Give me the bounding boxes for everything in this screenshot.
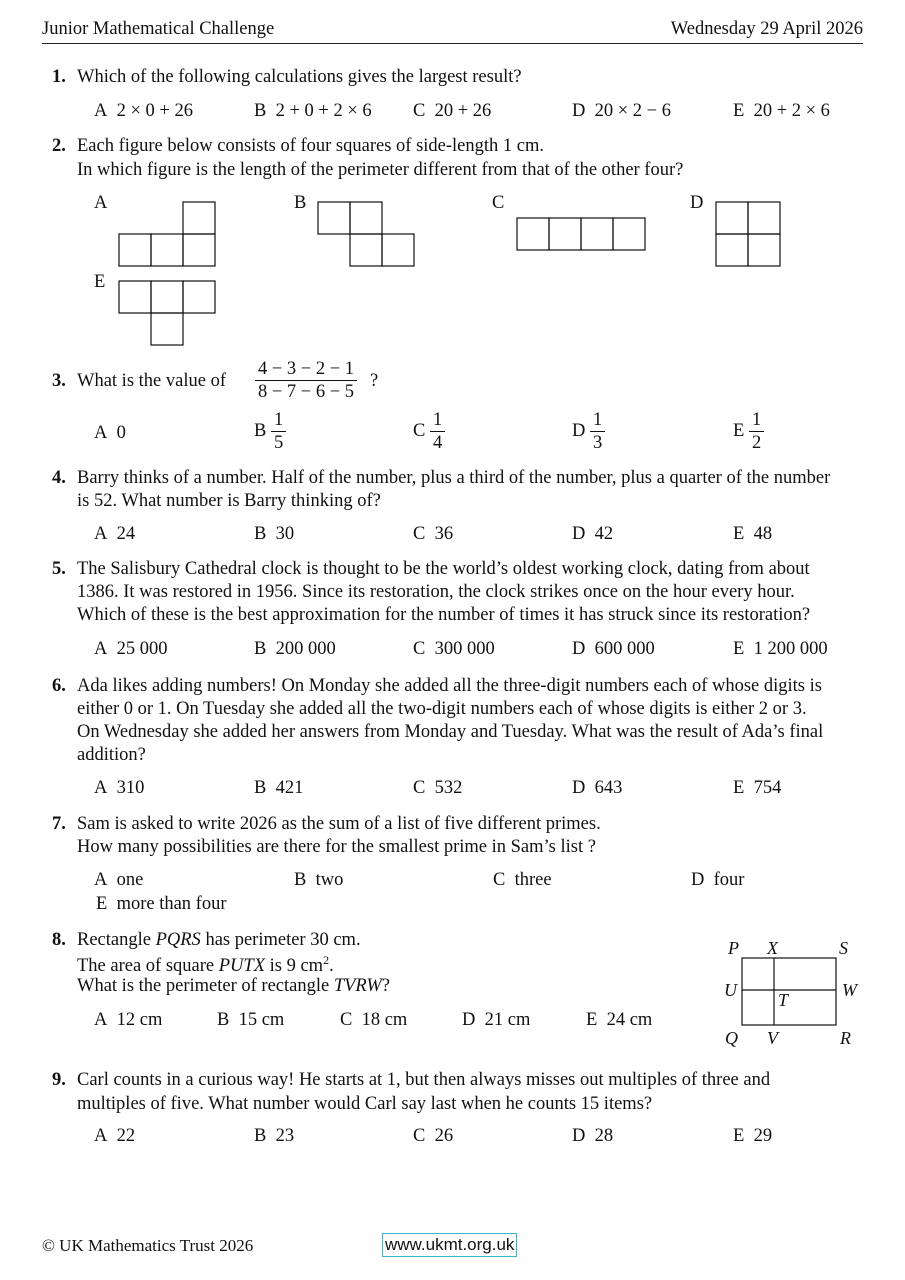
label-q: Q bbox=[725, 1028, 738, 1048]
q4-option-a-text: 24 bbox=[116, 524, 136, 544]
q9-option-c-text: 26 bbox=[434, 1126, 454, 1146]
q8-option-b-letter: B bbox=[217, 1010, 230, 1030]
q9-option-c-letter: C bbox=[413, 1126, 426, 1146]
q5-option-b-text: 200 000 bbox=[275, 639, 336, 659]
q4-option-c-letter: C bbox=[413, 524, 426, 544]
q4-option-b-text: 30 bbox=[275, 524, 295, 544]
q5-option-a-text: 25 000 bbox=[116, 639, 168, 659]
q1-option-b-text: 2 + 0 + 2 × 6 bbox=[275, 101, 372, 121]
q7-option-e-text: more than four bbox=[116, 894, 227, 914]
q9-option-d-text: 28 bbox=[594, 1126, 614, 1146]
question-6-text-line-4: addition? bbox=[77, 745, 146, 765]
question-2-text-line-1: Each figure below consists of four squares of side-length 1 cm. bbox=[77, 136, 544, 156]
question-9-text-line-2: multiples of five. What number would Carl say last when he counts 15 items? bbox=[77, 1094, 653, 1114]
q4-option-d-text: 42 bbox=[594, 524, 614, 544]
q3-option-b-den: 5 bbox=[273, 433, 284, 453]
question-4-number: 4. bbox=[52, 468, 66, 488]
q3-option-a-text: 0 bbox=[116, 423, 126, 443]
question-4-text-line-2: is 52. What number is Barry thinking of? bbox=[77, 491, 381, 511]
figure-d-label[interactable]: D bbox=[690, 193, 704, 213]
question-3-number: 3. bbox=[52, 371, 66, 391]
label-p: P bbox=[728, 938, 739, 958]
label-v: V bbox=[767, 1028, 778, 1048]
q9-option-d-letter: D bbox=[572, 1126, 586, 1146]
q8-option-d-text: 21 cm bbox=[484, 1010, 531, 1030]
q7-option-d-text: four bbox=[713, 870, 745, 890]
question-7-text-line-2: How many possibilities are there for the smallest prime in Sam’s list ? bbox=[77, 837, 596, 857]
q9-option-a-letter: A bbox=[94, 1126, 108, 1146]
q6-option-b-letter: B bbox=[254, 778, 267, 798]
question-8-number: 8. bbox=[52, 930, 66, 950]
q3-fraction-denominator: 8 − 7 − 6 − 5 bbox=[258, 382, 355, 402]
q3-option-b-num: 1 bbox=[271, 409, 286, 432]
question-1-text: Which of the following calculations gives the largest result? bbox=[77, 67, 522, 87]
label-t: T bbox=[778, 990, 789, 1010]
q6-option-e-text: 754 bbox=[753, 778, 782, 798]
q3-question-mark: ? bbox=[370, 371, 379, 391]
footer-copyright: © UK Mathematics Trust 2026 bbox=[42, 1236, 254, 1255]
q9-option-b[interactable] bbox=[254, 1126, 294, 1147]
q9-option-e[interactable] bbox=[733, 1126, 772, 1147]
q5-option-c-text: 300 000 bbox=[434, 639, 495, 659]
question-8-text-line-3: What is the perimeter of rectangle TVRW? bbox=[77, 976, 391, 996]
q3-option-c-num: 1 bbox=[430, 409, 445, 432]
q1-option-d-text: 20 × 2 − 6 bbox=[594, 101, 671, 121]
q3-option-e-letter: E bbox=[733, 421, 745, 441]
q6-option-d-letter: D bbox=[572, 778, 586, 798]
q9-option-b-letter: B bbox=[254, 1126, 267, 1146]
q3-option-e-den: 2 bbox=[751, 433, 762, 453]
q8-option-a-text: 12 cm bbox=[116, 1010, 163, 1030]
q4-option-e-letter: E bbox=[733, 524, 745, 544]
question-6-text-line-1: Ada likes adding numbers! On Monday she added all the three-digit numbers each of whose digits is bbox=[77, 676, 822, 696]
q9-option-e-letter: E bbox=[733, 1126, 745, 1146]
q6-option-a-letter: A bbox=[94, 778, 108, 798]
q7-option-b-letter: B bbox=[294, 870, 307, 890]
q6-option-a-text: 310 bbox=[116, 778, 145, 798]
label-x: X bbox=[767, 938, 778, 958]
q5-option-a-letter: A bbox=[94, 639, 108, 659]
q1-option-e-letter: E bbox=[733, 101, 745, 121]
question-4-text-line-1: Barry thinks of a number. Half of the number, plus a third of the number, plus a quarter of the number bbox=[77, 468, 831, 488]
rectangle-pqrs bbox=[742, 958, 836, 1025]
q3-option-c-den: 4 bbox=[432, 433, 443, 453]
q5-option-d-text: 600 000 bbox=[594, 639, 655, 659]
q7-option-b-text: two bbox=[315, 870, 344, 890]
q8-option-e-letter: E bbox=[586, 1010, 598, 1030]
question-3-text: What is the value of bbox=[77, 371, 226, 391]
q7-option-a-text: one bbox=[116, 870, 144, 890]
question-6-number: 6. bbox=[52, 676, 66, 696]
header-date: Wednesday 29 April 2026 bbox=[670, 19, 863, 39]
q7-option-a-letter: A bbox=[94, 870, 108, 890]
q7-option-d-letter: D bbox=[691, 870, 705, 890]
question-2-number: 2. bbox=[52, 136, 66, 156]
figure-e-label[interactable]: E bbox=[94, 272, 106, 292]
question-7-text-line-1: Sam is asked to write 2026 as the sum of a list of five different primes. bbox=[77, 814, 601, 834]
question-5-number: 5. bbox=[52, 559, 66, 579]
q3-option-c-letter: C bbox=[413, 421, 426, 441]
q3-fraction-numerator: 4 − 3 − 2 − 1 bbox=[255, 358, 357, 381]
label-w: W bbox=[842, 980, 857, 1000]
figure-b-label[interactable]: B bbox=[294, 193, 307, 213]
label-u: U bbox=[724, 980, 737, 1000]
q1-option-c-text: 20 + 26 bbox=[434, 101, 492, 121]
footer-website-link[interactable]: www.ukmt.org.uk bbox=[382, 1233, 517, 1257]
q9-option-a-text: 22 bbox=[116, 1126, 136, 1146]
q9-option-b-text: 23 bbox=[275, 1126, 295, 1146]
q4-option-d-letter: D bbox=[572, 524, 586, 544]
q3-option-b-letter: B bbox=[254, 421, 267, 441]
q1-option-a-letter: A bbox=[94, 101, 108, 121]
q8-option-c-letter: C bbox=[340, 1010, 353, 1030]
question-6-text-line-3: On Wednesday she added her answers from Monday and Tuesday. What was the result of Ada’s final bbox=[77, 722, 824, 742]
question-9-text-line-1: Carl counts in a curious way! He starts at 1, but then always misses out multiples of three and bbox=[77, 1070, 771, 1090]
q8-option-b-text: 15 cm bbox=[238, 1010, 285, 1030]
q1-option-a-text: 2 × 0 + 26 bbox=[116, 101, 193, 121]
question-8-text-line-2: The area of square PUTX is 9 $cm^2$. bbox=[77, 953, 334, 977]
question-7-number: 7. bbox=[52, 814, 66, 834]
q1-option-e-text: 20 + 2 × 6 bbox=[753, 101, 830, 121]
q5-option-c-letter: C bbox=[413, 639, 426, 659]
q3-option-d-den: 3 bbox=[593, 433, 603, 453]
q6-option-c-letter: C bbox=[413, 778, 426, 798]
q6-option-c-text: 532 bbox=[434, 778, 463, 798]
q1-option-b-letter: B bbox=[254, 101, 267, 121]
q8-option-e-text: 24 cm bbox=[606, 1010, 653, 1030]
label-s: S bbox=[839, 938, 848, 958]
question-5-text-line-2: 1386. It was restored in 1956. Since its restoration, the clock strikes once on the hour every hour. bbox=[77, 582, 795, 602]
q4-option-e-text: 48 bbox=[753, 524, 773, 544]
q6-option-e-letter: E bbox=[733, 778, 745, 798]
question-6-text-line-2: either 0 or 1. On Tuesday she added all the two-digit numbers each of whose digits is either 2 or 3. bbox=[77, 699, 807, 719]
q6-option-b-text: 421 bbox=[275, 778, 304, 798]
q3-option-e-num: 1 bbox=[749, 409, 764, 432]
q6-option-d-text: 643 bbox=[594, 778, 623, 798]
q1-option-d-letter: D bbox=[572, 101, 586, 121]
q7-option-c-letter: C bbox=[493, 870, 506, 890]
q8-option-a-letter: A bbox=[94, 1010, 108, 1030]
q4-option-b-letter: B bbox=[254, 524, 267, 544]
q3-option-d-num: 1 bbox=[590, 409, 605, 432]
q1-option-c-letter: C bbox=[413, 101, 426, 121]
q7-option-c-text: three bbox=[514, 870, 552, 890]
q5-option-d-letter: D bbox=[572, 639, 586, 659]
question-5-text-line-1: The Salisbury Cathedral clock is thought to be the world’s oldest working clock, dating from about bbox=[77, 559, 810, 579]
question-9-number: 9. bbox=[52, 1070, 66, 1090]
q5-option-b-letter: B bbox=[254, 639, 267, 659]
label-r: R bbox=[840, 1028, 851, 1048]
q4-option-c-text: 36 bbox=[434, 524, 454, 544]
question-2-text-line-2: In which figure is the length of the perimeter different from that of the other four? bbox=[77, 160, 684, 180]
figure-a-label[interactable]: A bbox=[94, 193, 108, 213]
figure-c-label[interactable]: C bbox=[492, 193, 505, 213]
q3-option-d-letter: D bbox=[572, 421, 586, 441]
q5-option-e-letter: E bbox=[733, 639, 745, 659]
header-title: Junior Mathematical Challenge bbox=[42, 19, 275, 39]
q3-option-a-letter: A bbox=[94, 423, 108, 443]
q8-option-c-text: 18 cm bbox=[361, 1010, 408, 1030]
q5-option-e-text: 1 200 000 bbox=[753, 639, 828, 659]
question-8-text-line-1: Rectangle PQRS has perimeter 30 cm. bbox=[77, 930, 361, 950]
q8-option-d-letter: D bbox=[462, 1010, 476, 1030]
q9-option-e-text: 29 bbox=[753, 1126, 773, 1146]
q9-option-d[interactable] bbox=[572, 1126, 613, 1147]
q7-option-e-letter: E bbox=[96, 894, 108, 914]
question-1-number: 1. bbox=[52, 67, 66, 87]
question-5-text-line-3: Which of these is the best approximation for the number of times it has struck since its restoration? bbox=[77, 605, 811, 625]
q9-option-a[interactable] bbox=[94, 1126, 135, 1147]
q4-option-a-letter: A bbox=[94, 524, 108, 544]
q9-option-c[interactable] bbox=[413, 1126, 453, 1147]
